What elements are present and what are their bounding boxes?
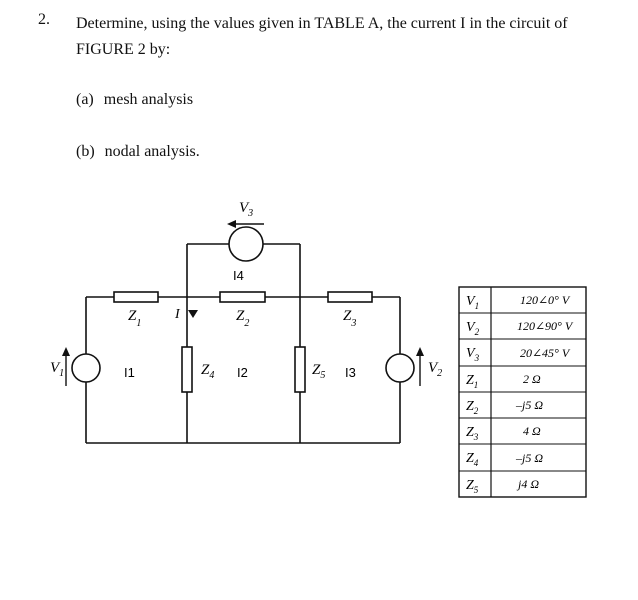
table-row-value: 20∠45° V xyxy=(520,346,570,360)
z1-resistor xyxy=(114,292,158,302)
table-row-label: $V_2$ xyxy=(466,320,480,337)
z2-resistor xyxy=(220,292,265,302)
z3-resistor xyxy=(328,292,372,302)
part-a-text: mesh analysis xyxy=(103,91,194,108)
v3-label: $V_3$ xyxy=(239,200,254,219)
table-row-label: $Z_1$ xyxy=(466,373,479,390)
mesh-label-i4: I4 xyxy=(233,268,244,283)
z3-label: $Z_3$ xyxy=(343,308,357,329)
mesh-label-i2: I2 xyxy=(237,365,248,380)
v1-label: $V_1$ xyxy=(50,360,65,379)
v1-arrow-icon xyxy=(62,347,70,386)
z5-resistor xyxy=(295,347,305,392)
mesh-label-i3: I3 xyxy=(345,365,356,380)
table-row-value: –j5 Ω xyxy=(516,451,544,465)
table-row-value: 120∠90° V xyxy=(517,319,573,333)
table-row-label: $Z_5$ xyxy=(466,478,479,495)
v1-source xyxy=(72,354,100,382)
part-b-text: nodal analysis. xyxy=(104,143,200,160)
table-row-label: $Z_3$ xyxy=(466,425,479,442)
v2-source xyxy=(386,354,414,382)
question-number: 2. xyxy=(38,11,50,28)
z1-label: $Z_1$ xyxy=(128,308,142,329)
z2-label: $Z_2$ xyxy=(236,308,250,329)
v2-label: $V_2$ xyxy=(428,360,443,379)
part-a-label: (a) xyxy=(76,91,94,108)
z4-label: $Z_4$ xyxy=(201,362,215,381)
v2-arrow-icon xyxy=(416,347,424,386)
table-row-value: 4 Ω xyxy=(523,424,541,438)
z4-resistor xyxy=(182,347,192,392)
question-text: Determine, using the values given in TABLE A, the current I in the circuit of FIGURE 2 by: xyxy=(76,15,568,58)
table-row-value: j4 Ω xyxy=(518,477,540,491)
table-row-value: –j5 Ω xyxy=(516,398,544,412)
current-arrow-icon xyxy=(188,310,198,318)
table-row-label: $V_1$ xyxy=(466,294,480,311)
table-row-label: $Z_4$ xyxy=(466,451,479,468)
table-row-label: $V_3$ xyxy=(466,346,480,363)
v3-source xyxy=(229,227,263,261)
table-row-value: 120∠0° V xyxy=(520,293,570,307)
table-row-label: $Z_2$ xyxy=(466,399,479,416)
z5-label: $Z_5$ xyxy=(312,362,326,381)
part-b-label: (b) xyxy=(76,143,95,160)
mesh-label-i1: I1 xyxy=(124,365,135,380)
table-row-value: 2 Ω xyxy=(523,372,541,386)
values-table xyxy=(459,287,586,497)
current-label: I xyxy=(175,307,180,322)
